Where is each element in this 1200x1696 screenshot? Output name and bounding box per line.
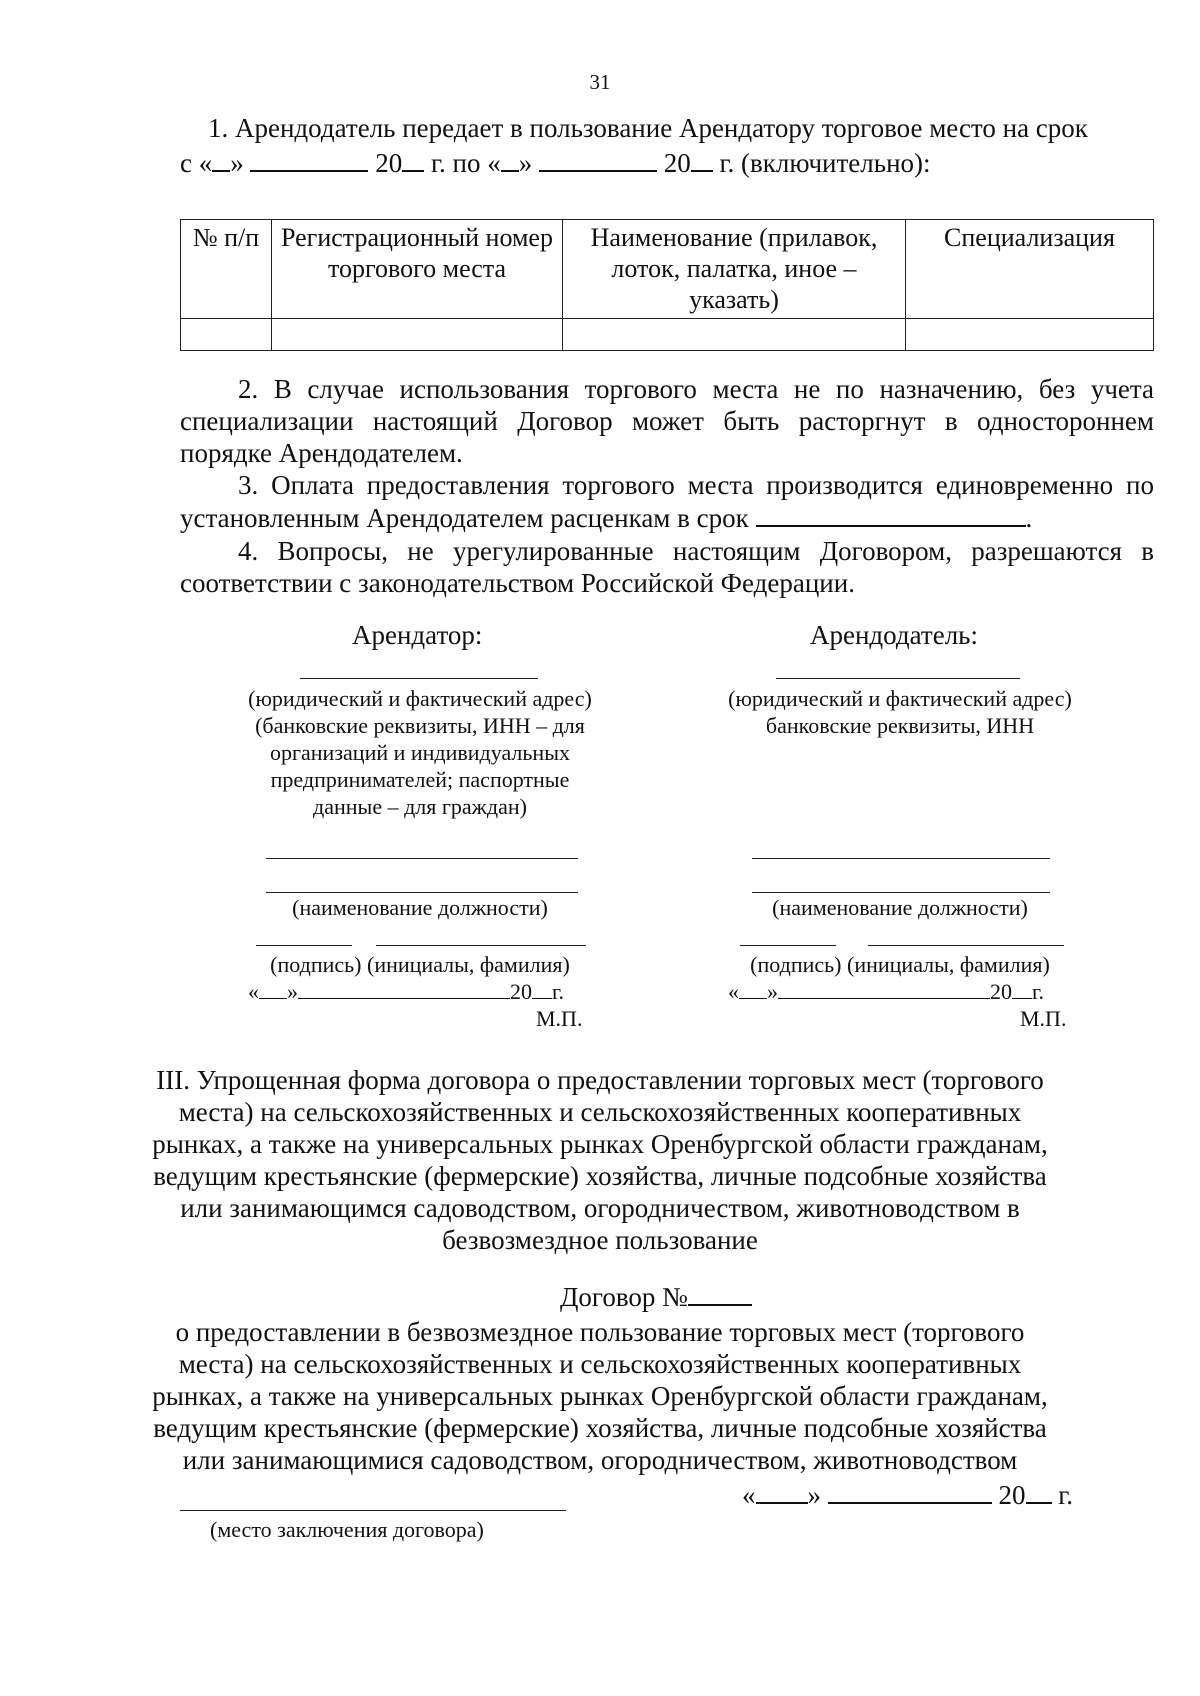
landlord-position-line-1[interactable]: [752, 858, 1050, 859]
landlord-year-blank[interactable]: [1012, 980, 1032, 999]
contract-month-blank[interactable]: [828, 1478, 992, 1504]
tenant-date-open: «: [248, 979, 259, 1004]
landlord-signature-line[interactable]: [740, 945, 836, 946]
tenant-bank-caption: (банковские реквизиты, ИНН – для: [255, 713, 585, 738]
page-number: 31: [589, 70, 611, 94]
tenant-position-caption: (наименование должности): [292, 895, 548, 920]
contract-year-suffix: г.: [1058, 1480, 1074, 1510]
tenant-title: Арендатор:: [352, 620, 483, 650]
table-cell[interactable]: [181, 319, 272, 351]
landlord-details: [680, 685, 1120, 739]
landlord-month-blank[interactable]: [778, 980, 990, 999]
tenant-day-blank[interactable]: [259, 980, 287, 999]
tenant-address-caption: (юридический и фактический адрес): [248, 686, 592, 711]
day-blank-from[interactable]: [212, 146, 230, 172]
contract-year-blank[interactable]: [1026, 1478, 1052, 1504]
contract-year: 20: [998, 1480, 1026, 1510]
tenant-details: [200, 685, 640, 820]
table-header-cell: Специализация: [906, 220, 1154, 319]
landlord-date: [728, 978, 1044, 1005]
contract-date: [742, 1478, 1073, 1511]
contract-subtitle-line: или занимающимися садоводством, огородничеством, животноводством: [182, 1445, 1018, 1475]
year-blank-from[interactable]: [402, 146, 424, 172]
landlord-sign-caption: (подпись) (инициалы, фамилия): [750, 952, 1050, 977]
tenant-ent-caption: предпринимателей; паспортные: [270, 767, 570, 792]
tenant-stamp: М.П.: [536, 1006, 583, 1031]
tenant-month-blank[interactable]: [298, 980, 510, 999]
table-cell[interactable]: [906, 319, 1154, 351]
tenant-date-close: »: [287, 979, 298, 1004]
item1-g-po: г. по «: [430, 148, 501, 178]
table-cell[interactable]: [272, 319, 563, 351]
section3-heading-line: рынках, а также на универсальных рынках Оренбургской области гражданам,: [152, 1129, 1048, 1159]
table-header-cell: Наименование (прилавок, лоток, палатка, иное – указать): [563, 220, 906, 319]
section3-heading-line: ведущим крестьянские (фермерские) хозяйства, личные подсобные хозяйства: [153, 1161, 1047, 1191]
item1-year-prefix: 20: [375, 148, 403, 178]
contract-place-caption: (место заключения договора): [210, 1517, 484, 1542]
table-header-cell: № п/п: [181, 220, 272, 319]
tenant-date: [248, 978, 564, 1005]
table-header-row: [181, 220, 1154, 319]
landlord-initials-line[interactable]: [868, 945, 1064, 946]
contract-day-blank[interactable]: [756, 1478, 808, 1504]
tenant-sign-caption: (подпись) (инициалы, фамилия): [270, 952, 570, 977]
item1-close-quote: »: [230, 148, 244, 178]
contract-number-blank[interactable]: [688, 1280, 752, 1306]
landlord-date-open: «: [728, 979, 739, 1004]
landlord-title: Арендодатель:: [810, 620, 978, 650]
contract-place-line[interactable]: [180, 1510, 566, 1511]
item1-line2: [180, 146, 931, 179]
contract-title-text: Договор №: [560, 1282, 688, 1312]
landlord-year-suffix: г.: [1032, 979, 1045, 1004]
landlord-position-line-2[interactable]: [752, 892, 1050, 893]
section3-heading-line: безвозмездное пользование: [442, 1225, 758, 1255]
item3-end: .: [1025, 503, 1033, 533]
item4-paragraph: 4. Вопросы, не урегулированные настоящим Договором, разрешаются в соответствии с законодательством Российской Федерации.: [180, 536, 1154, 598]
contract-date-close: »: [807, 1480, 821, 1510]
landlord-date-close: »: [767, 979, 778, 1004]
day-blank-to[interactable]: [501, 146, 519, 172]
tenant-year-blank[interactable]: [532, 980, 552, 999]
section3-heading-line: или занимающимся садоводством, огородничеством, животноводством в: [180, 1193, 1020, 1223]
tenant-name-line[interactable]: [300, 678, 538, 679]
table-header-cell: Регистрационный номер торгового места: [272, 220, 563, 319]
landlord-year: 20: [990, 979, 1012, 1004]
section3-heading-line: III. Упрощенная форма договора о предоставлении торговых мест (торгового: [156, 1065, 1044, 1095]
contract-subtitle-line: места) на сельскохозяйственных и сельскохозяйственных кооперативных: [178, 1349, 1022, 1379]
landlord-position-caption: (наименование должности): [772, 895, 1028, 920]
item2-paragraph: 2. В случае использования торгового места не по назначению, без учета специализации настоящий Договор может быть расторгнут в одностороннем порядке Арендодателем.: [180, 374, 1154, 468]
tenant-year: 20: [510, 979, 532, 1004]
item1-year-prefix2: 20: [663, 148, 691, 178]
contract-title: [560, 1280, 752, 1313]
section3-heading: [120, 1064, 1080, 1256]
landlord-address-caption: (юридический и фактический адрес): [728, 686, 1072, 711]
tenant-passport-caption: данные – для граждан): [313, 794, 527, 819]
tenant-position-line-1[interactable]: [266, 858, 578, 859]
year-blank-to[interactable]: [691, 146, 713, 172]
table-cell[interactable]: [563, 319, 906, 351]
item3-paragraph: [180, 469, 1154, 534]
tenant-position-line-2[interactable]: [266, 892, 578, 893]
tenant-org-caption: организаций и индивидуальных: [270, 740, 570, 765]
month-blank-to[interactable]: [539, 146, 657, 172]
contract-subtitle-line: рынках, а также на универсальных рынках Оренбургской области гражданам,: [152, 1381, 1048, 1411]
landlord-stamp: М.П.: [1020, 1006, 1067, 1031]
tenant-year-suffix: г.: [552, 979, 565, 1004]
contract-date-open: «: [742, 1480, 756, 1510]
section3-heading-line: места) на сельскохозяйственных и сельскохозяйственных кооперативных: [178, 1097, 1022, 1127]
item1-g-incl: г. (включительно):: [719, 148, 931, 178]
landlord-bank-caption: банковские реквизиты, ИНН: [765, 713, 1035, 738]
tenant-initials-line[interactable]: [376, 945, 586, 946]
item1-c-prefix: с «: [180, 148, 213, 178]
contract-subtitle: [120, 1316, 1080, 1476]
tenant-signature-line[interactable]: [256, 945, 352, 946]
payment-term-blank[interactable]: [756, 501, 1026, 527]
item3-text: 3. Оплата предоставления торгового места производится единовременно по установленным Арендодателем расценкам в срок: [180, 470, 1154, 533]
contract-subtitle-line: ведущим крестьянские (фермерские) хозяйства, личные подсобные хозяйства: [153, 1413, 1047, 1443]
item1-close-quote2: »: [518, 148, 533, 178]
table-row: [181, 319, 1154, 351]
contract-subtitle-line: о предоставлении в безвозмездное пользование торговых мест (торгового: [175, 1317, 1025, 1347]
landlord-name-line[interactable]: [776, 678, 1020, 679]
trade-place-table: [180, 219, 1154, 351]
item1-line1: 1. Арендодатель передает в пользование Арендатору торговое место на срок: [208, 113, 1088, 143]
month-blank-from[interactable]: [250, 146, 368, 172]
landlord-day-blank[interactable]: [739, 980, 767, 999]
